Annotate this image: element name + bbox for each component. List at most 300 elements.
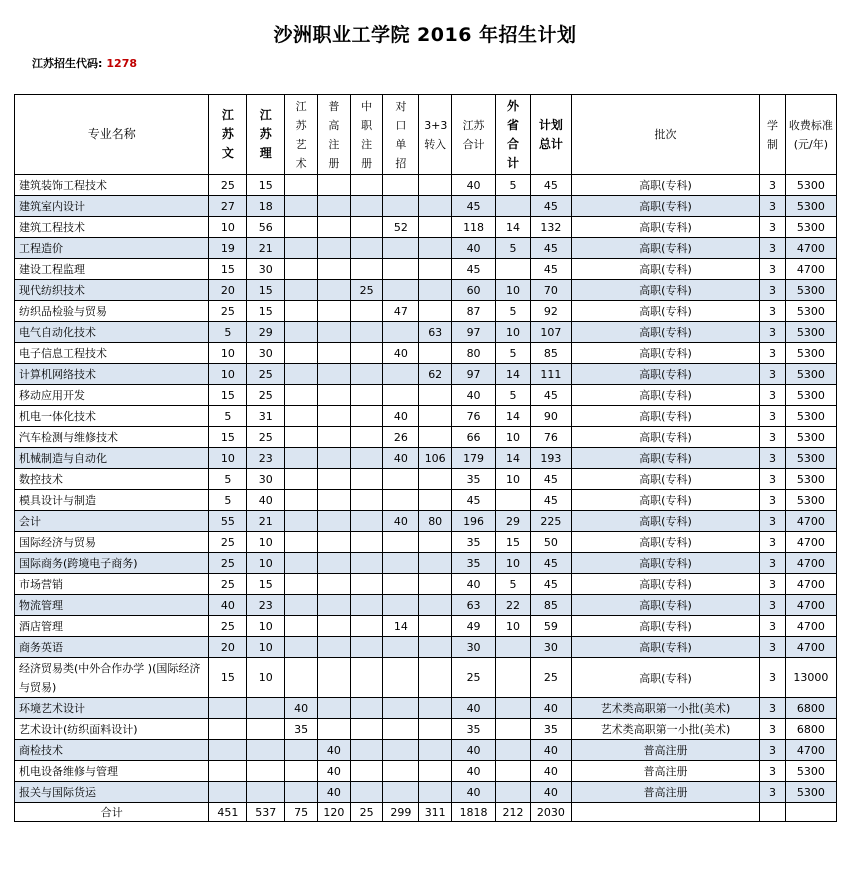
cell-jiangsu-li	[247, 698, 285, 719]
table-row	[15, 238, 837, 259]
cell-pugao-register	[317, 322, 350, 343]
cell-3plus3-transfer	[419, 490, 452, 511]
cell-jiangsu-wen	[209, 698, 247, 719]
cell-jiangsu-wen: 10	[209, 343, 247, 364]
cell-jiangsu-art	[285, 637, 318, 658]
table-row	[15, 280, 837, 301]
cell-jiangsu-li: 15	[247, 175, 285, 196]
cell-batch: 高职(专科)	[571, 532, 759, 553]
page-title: 沙洲职业工学院 2016 年招生计划	[273, 24, 577, 46]
cell-fee: 6800	[785, 719, 836, 740]
cell-major-name: 移动应用开发	[15, 385, 209, 406]
cell-major-name: 模具设计与制造	[15, 490, 209, 511]
cell-duikou-danzhao	[383, 740, 419, 761]
cell-duikou-danzhao	[383, 322, 419, 343]
cell-jiangsu-art	[285, 322, 318, 343]
table-row	[15, 301, 837, 322]
cell-duration: 3	[760, 280, 786, 301]
cell-major-name: 报关与国际货运	[15, 782, 209, 803]
cell-3plus3-transfer	[419, 196, 452, 217]
cell-pugao-register	[317, 574, 350, 595]
cell-fee: 4700	[785, 238, 836, 259]
cell-zhongzhi-register	[350, 301, 383, 322]
cell-3plus3-transfer: 62	[419, 364, 452, 385]
cell-plan-total: 107	[530, 322, 571, 343]
cell-3plus3-transfer	[419, 698, 452, 719]
cell-jiangsu-art	[285, 490, 318, 511]
cell-jiangsu-art: 40	[285, 698, 318, 719]
total-major-name: 合计	[15, 803, 209, 822]
cell-plan-total: 45	[530, 553, 571, 574]
cell-batch: 高职(专科)	[571, 595, 759, 616]
cell-plan-total: 45	[530, 196, 571, 217]
cell-3plus3-transfer	[419, 761, 452, 782]
cell-zhongzhi-register	[350, 782, 383, 803]
total-fee	[785, 803, 836, 822]
cell-batch: 普高注册	[571, 761, 759, 782]
cell-jiangsu-li: 10	[247, 637, 285, 658]
cell-batch: 普高注册	[571, 740, 759, 761]
cell-jiangsu-wen: 15	[209, 259, 247, 280]
cell-fee: 5300	[785, 280, 836, 301]
total-duration	[760, 803, 786, 822]
cell-jiangsu-wen: 25	[209, 616, 247, 637]
cell-duikou-danzhao: 40	[383, 406, 419, 427]
cell-duration: 3	[760, 343, 786, 364]
cell-outside-total: 10	[496, 616, 531, 637]
cell-jiangsu-li	[247, 719, 285, 740]
cell-major-name: 酒店管理	[15, 616, 209, 637]
table-row	[15, 175, 837, 196]
cell-duration: 3	[760, 448, 786, 469]
total-plan-total: 2030	[530, 803, 571, 822]
table-row	[15, 740, 837, 761]
cell-zhongzhi-register	[350, 343, 383, 364]
cell-jiangsu-art	[285, 196, 318, 217]
cell-jiangsu-total: 40	[452, 782, 496, 803]
cell-jiangsu-li: 40	[247, 490, 285, 511]
cell-duration: 3	[760, 574, 786, 595]
cell-major-name: 现代纺织技术	[15, 280, 209, 301]
cell-jiangsu-li	[247, 782, 285, 803]
cell-outside-total	[496, 740, 531, 761]
cell-3plus3-transfer	[419, 595, 452, 616]
total-duikou-danzhao: 299	[383, 803, 419, 822]
cell-pugao-register	[317, 301, 350, 322]
cell-jiangsu-wen: 10	[209, 217, 247, 238]
cell-jiangsu-wen: 25	[209, 532, 247, 553]
cell-outside-total: 10	[496, 427, 531, 448]
cell-major-name: 商务英语	[15, 637, 209, 658]
cell-zhongzhi-register	[350, 385, 383, 406]
header-pugao-register: 普高注册	[317, 95, 350, 175]
cell-pugao-register	[317, 637, 350, 658]
cell-pugao-register	[317, 698, 350, 719]
cell-pugao-register	[317, 511, 350, 532]
cell-zhongzhi-register	[350, 217, 383, 238]
table-row	[15, 217, 837, 238]
cell-jiangsu-total: 40	[452, 574, 496, 595]
header-duration: 学制	[760, 95, 786, 175]
cell-outside-total: 10	[496, 280, 531, 301]
cell-batch: 高职(专科)	[571, 385, 759, 406]
cell-pugao-register	[317, 616, 350, 637]
cell-jiangsu-li: 30	[247, 259, 285, 280]
cell-fee: 4700	[785, 511, 836, 532]
cell-jiangsu-total: 35	[452, 532, 496, 553]
cell-duration: 3	[760, 406, 786, 427]
cell-plan-total: 111	[530, 364, 571, 385]
cell-batch: 高职(专科)	[571, 259, 759, 280]
cell-duration: 3	[760, 532, 786, 553]
cell-pugao-register	[317, 385, 350, 406]
cell-zhongzhi-register	[350, 364, 383, 385]
cell-plan-total: 225	[530, 511, 571, 532]
table-row	[15, 364, 837, 385]
cell-jiangsu-li: 10	[247, 532, 285, 553]
cell-3plus3-transfer	[419, 175, 452, 196]
cell-outside-total	[496, 637, 531, 658]
cell-jiangsu-li: 30	[247, 469, 285, 490]
cell-duikou-danzhao	[383, 259, 419, 280]
cell-major-name: 艺术设计(纺织面料设计)	[15, 719, 209, 740]
cell-3plus3-transfer	[419, 469, 452, 490]
total-3plus3-transfer: 311	[419, 803, 452, 822]
cell-jiangsu-art	[285, 301, 318, 322]
table-row	[15, 616, 837, 637]
cell-plan-total: 76	[530, 427, 571, 448]
cell-jiangsu-li: 15	[247, 574, 285, 595]
cell-outside-total: 5	[496, 175, 531, 196]
cell-jiangsu-art	[285, 532, 318, 553]
cell-outside-total: 15	[496, 532, 531, 553]
cell-plan-total: 45	[530, 259, 571, 280]
cell-jiangsu-art	[285, 761, 318, 782]
total-pugao-register: 120	[317, 803, 350, 822]
cell-3plus3-transfer	[419, 238, 452, 259]
cell-plan-total: 45	[530, 469, 571, 490]
cell-outside-total: 5	[496, 574, 531, 595]
cell-major-name: 会计	[15, 511, 209, 532]
cell-jiangsu-art	[285, 595, 318, 616]
cell-outside-total: 14	[496, 217, 531, 238]
cell-3plus3-transfer	[419, 574, 452, 595]
table-row	[15, 553, 837, 574]
cell-jiangsu-total: 45	[452, 196, 496, 217]
total-zhongzhi-register: 25	[350, 803, 383, 822]
cell-jiangsu-li: 15	[247, 301, 285, 322]
cell-fee: 5300	[785, 761, 836, 782]
table-row	[15, 574, 837, 595]
cell-duikou-danzhao	[383, 761, 419, 782]
cell-outside-total: 5	[496, 385, 531, 406]
cell-major-name: 汽车检测与维修技术	[15, 427, 209, 448]
cell-duration: 3	[760, 364, 786, 385]
cell-duikou-danzhao	[383, 698, 419, 719]
cell-major-name: 环境艺术设计	[15, 698, 209, 719]
cell-major-name: 市场营销	[15, 574, 209, 595]
cell-batch: 高职(专科)	[571, 427, 759, 448]
cell-jiangsu-total: 63	[452, 595, 496, 616]
cell-jiangsu-art	[285, 175, 318, 196]
cell-jiangsu-wen: 19	[209, 238, 247, 259]
cell-3plus3-transfer	[419, 658, 452, 698]
cell-duikou-danzhao	[383, 175, 419, 196]
cell-jiangsu-total: 196	[452, 511, 496, 532]
cell-zhongzhi-register	[350, 196, 383, 217]
table-row	[15, 595, 837, 616]
cell-jiangsu-wen	[209, 782, 247, 803]
cell-3plus3-transfer: 80	[419, 511, 452, 532]
total-row	[15, 803, 837, 822]
cell-batch: 高职(专科)	[571, 658, 759, 698]
cell-pugao-register	[317, 280, 350, 301]
cell-batch: 高职(专科)	[571, 511, 759, 532]
cell-jiangsu-total: 40	[452, 761, 496, 782]
cell-batch: 普高注册	[571, 782, 759, 803]
cell-batch: 高职(专科)	[571, 490, 759, 511]
cell-pugao-register	[317, 343, 350, 364]
enrollment-code-label: 江苏招生代码:	[32, 57, 103, 70]
cell-major-name: 国际经济与贸易	[15, 532, 209, 553]
cell-jiangsu-total: 40	[452, 740, 496, 761]
cell-batch: 高职(专科)	[571, 280, 759, 301]
cell-fee: 5300	[785, 490, 836, 511]
cell-duikou-danzhao: 26	[383, 427, 419, 448]
cell-plan-total: 193	[530, 448, 571, 469]
cell-jiangsu-total: 80	[452, 343, 496, 364]
cell-major-name: 数控技术	[15, 469, 209, 490]
cell-outside-total	[496, 490, 531, 511]
cell-jiangsu-wen: 40	[209, 595, 247, 616]
cell-jiangsu-total: 97	[452, 364, 496, 385]
cell-jiangsu-total: 97	[452, 322, 496, 343]
cell-outside-total	[496, 658, 531, 698]
cell-major-name: 商检技术	[15, 740, 209, 761]
table-row	[15, 658, 837, 698]
cell-major-name: 机械制造与自动化	[15, 448, 209, 469]
cell-outside-total: 14	[496, 364, 531, 385]
cell-jiangsu-li: 25	[247, 364, 285, 385]
cell-jiangsu-total: 40	[452, 238, 496, 259]
cell-fee: 5300	[785, 427, 836, 448]
cell-jiangsu-wen: 15	[209, 658, 247, 698]
cell-pugao-register: 40	[317, 761, 350, 782]
cell-outside-total: 10	[496, 469, 531, 490]
table-row	[15, 427, 837, 448]
cell-jiangsu-wen: 20	[209, 280, 247, 301]
cell-zhongzhi-register	[350, 490, 383, 511]
cell-pugao-register	[317, 719, 350, 740]
cell-jiangsu-total: 49	[452, 616, 496, 637]
cell-duration: 3	[760, 740, 786, 761]
cell-outside-total: 10	[496, 322, 531, 343]
cell-duikou-danzhao	[383, 782, 419, 803]
cell-major-name: 机电一体化技术	[15, 406, 209, 427]
header-major-name: 专业名称	[15, 95, 209, 175]
table-row	[15, 406, 837, 427]
cell-duration: 3	[760, 511, 786, 532]
cell-fee: 5300	[785, 469, 836, 490]
cell-jiangsu-art	[285, 469, 318, 490]
cell-plan-total: 45	[530, 385, 571, 406]
table-row	[15, 469, 837, 490]
cell-jiangsu-li: 31	[247, 406, 285, 427]
cell-pugao-register	[317, 490, 350, 511]
cell-fee: 4700	[785, 616, 836, 637]
total-jiangsu-art: 75	[285, 803, 318, 822]
cell-zhongzhi-register	[350, 595, 383, 616]
cell-plan-total: 35	[530, 719, 571, 740]
cell-batch: 高职(专科)	[571, 196, 759, 217]
cell-jiangsu-li: 29	[247, 322, 285, 343]
header-fee: 收费标准(元/年)	[785, 95, 836, 175]
cell-zhongzhi-register	[350, 322, 383, 343]
cell-jiangsu-art	[285, 740, 318, 761]
cell-pugao-register	[317, 532, 350, 553]
cell-jiangsu-total: 76	[452, 406, 496, 427]
cell-batch: 高职(专科)	[571, 469, 759, 490]
total-outside-total: 212	[496, 803, 531, 822]
cell-jiangsu-wen	[209, 761, 247, 782]
total-jiangsu-total: 1818	[452, 803, 496, 822]
cell-jiangsu-wen: 25	[209, 553, 247, 574]
cell-pugao-register	[317, 595, 350, 616]
cell-major-name: 工程造价	[15, 238, 209, 259]
cell-pugao-register	[317, 238, 350, 259]
cell-duration: 3	[760, 637, 786, 658]
cell-duikou-danzhao: 40	[383, 511, 419, 532]
cell-batch: 高职(专科)	[571, 343, 759, 364]
cell-duration: 3	[760, 595, 786, 616]
cell-jiangsu-total: 35	[452, 469, 496, 490]
cell-jiangsu-wen: 15	[209, 385, 247, 406]
cell-zhongzhi-register	[350, 637, 383, 658]
cell-outside-total	[496, 782, 531, 803]
cell-outside-total: 10	[496, 553, 531, 574]
cell-duration: 3	[760, 782, 786, 803]
cell-major-name: 建筑工程技术	[15, 217, 209, 238]
cell-plan-total: 25	[530, 658, 571, 698]
header-jiangsu-art: 江苏艺术	[285, 95, 318, 175]
cell-outside-total: 5	[496, 238, 531, 259]
cell-fee: 6800	[785, 698, 836, 719]
cell-jiangsu-wen: 20	[209, 637, 247, 658]
cell-duikou-danzhao: 52	[383, 217, 419, 238]
cell-fee: 4700	[785, 740, 836, 761]
cell-pugao-register: 40	[317, 782, 350, 803]
cell-duikou-danzhao	[383, 490, 419, 511]
cell-outside-total: 14	[496, 406, 531, 427]
cell-jiangsu-wen: 5	[209, 469, 247, 490]
cell-plan-total: 40	[530, 761, 571, 782]
cell-3plus3-transfer	[419, 637, 452, 658]
cell-duration: 3	[760, 175, 786, 196]
cell-jiangsu-art	[285, 427, 318, 448]
cell-fee: 4700	[785, 259, 836, 280]
cell-major-name: 建筑室内设计	[15, 196, 209, 217]
cell-duration: 3	[760, 427, 786, 448]
cell-plan-total: 40	[530, 740, 571, 761]
cell-jiangsu-li: 10	[247, 616, 285, 637]
cell-duikou-danzhao	[383, 574, 419, 595]
cell-jiangsu-li: 23	[247, 448, 285, 469]
cell-duikou-danzhao	[383, 385, 419, 406]
cell-zhongzhi-register	[350, 406, 383, 427]
cell-zhongzhi-register	[350, 238, 383, 259]
cell-plan-total: 70	[530, 280, 571, 301]
header-3plus3-transfer: 3+3转入	[419, 95, 452, 175]
cell-fee: 4700	[785, 637, 836, 658]
cell-fee: 5300	[785, 385, 836, 406]
cell-fee: 5300	[785, 364, 836, 385]
total-jiangsu-li: 537	[247, 803, 285, 822]
cell-duration: 3	[760, 761, 786, 782]
cell-pugao-register	[317, 448, 350, 469]
cell-duration: 3	[760, 322, 786, 343]
cell-jiangsu-li: 10	[247, 553, 285, 574]
cell-jiangsu-art	[285, 343, 318, 364]
cell-batch: 高职(专科)	[571, 406, 759, 427]
cell-duration: 3	[760, 196, 786, 217]
cell-batch: 高职(专科)	[571, 637, 759, 658]
cell-jiangsu-wen: 5	[209, 322, 247, 343]
cell-outside-total	[496, 196, 531, 217]
cell-jiangsu-art	[285, 782, 318, 803]
cell-batch: 艺术类高职第一小批(美术)	[571, 698, 759, 719]
cell-plan-total: 40	[530, 782, 571, 803]
table-row	[15, 322, 837, 343]
cell-jiangsu-total: 25	[452, 658, 496, 698]
cell-batch: 高职(专科)	[571, 175, 759, 196]
cell-plan-total: 59	[530, 616, 571, 637]
cell-zhongzhi-register	[350, 427, 383, 448]
cell-3plus3-transfer	[419, 217, 452, 238]
cell-zhongzhi-register	[350, 761, 383, 782]
cell-zhongzhi-register	[350, 698, 383, 719]
cell-plan-total: 92	[530, 301, 571, 322]
table-row	[15, 782, 837, 803]
cell-batch: 高职(专科)	[571, 217, 759, 238]
cell-jiangsu-total: 40	[452, 698, 496, 719]
cell-major-name: 电气自动化技术	[15, 322, 209, 343]
cell-duration: 3	[760, 553, 786, 574]
cell-major-name: 计算机网络技术	[15, 364, 209, 385]
cell-pugao-register	[317, 427, 350, 448]
header-zhongzhi-register: 中职注册	[350, 95, 383, 175]
cell-batch: 高职(专科)	[571, 616, 759, 637]
cell-major-name: 纺织品检验与贸易	[15, 301, 209, 322]
cell-major-name: 机电设备维修与管理	[15, 761, 209, 782]
cell-fee: 5300	[785, 175, 836, 196]
header-plan-total: 计划总计	[530, 95, 571, 175]
cell-major-name: 国际商务(跨境电子商务)	[15, 553, 209, 574]
header-jiangsu-wen: 江苏文	[209, 95, 247, 175]
cell-jiangsu-wen: 10	[209, 364, 247, 385]
cell-pugao-register	[317, 658, 350, 698]
cell-fee: 13000	[785, 658, 836, 698]
cell-jiangsu-total: 45	[452, 259, 496, 280]
cell-jiangsu-wen: 15	[209, 427, 247, 448]
cell-jiangsu-wen: 25	[209, 175, 247, 196]
cell-duration: 3	[760, 658, 786, 698]
header-jiangsu-li: 江苏理	[247, 95, 285, 175]
cell-3plus3-transfer	[419, 616, 452, 637]
cell-jiangsu-li: 21	[247, 238, 285, 259]
cell-plan-total: 45	[530, 238, 571, 259]
cell-batch: 高职(专科)	[571, 301, 759, 322]
table-row	[15, 761, 837, 782]
